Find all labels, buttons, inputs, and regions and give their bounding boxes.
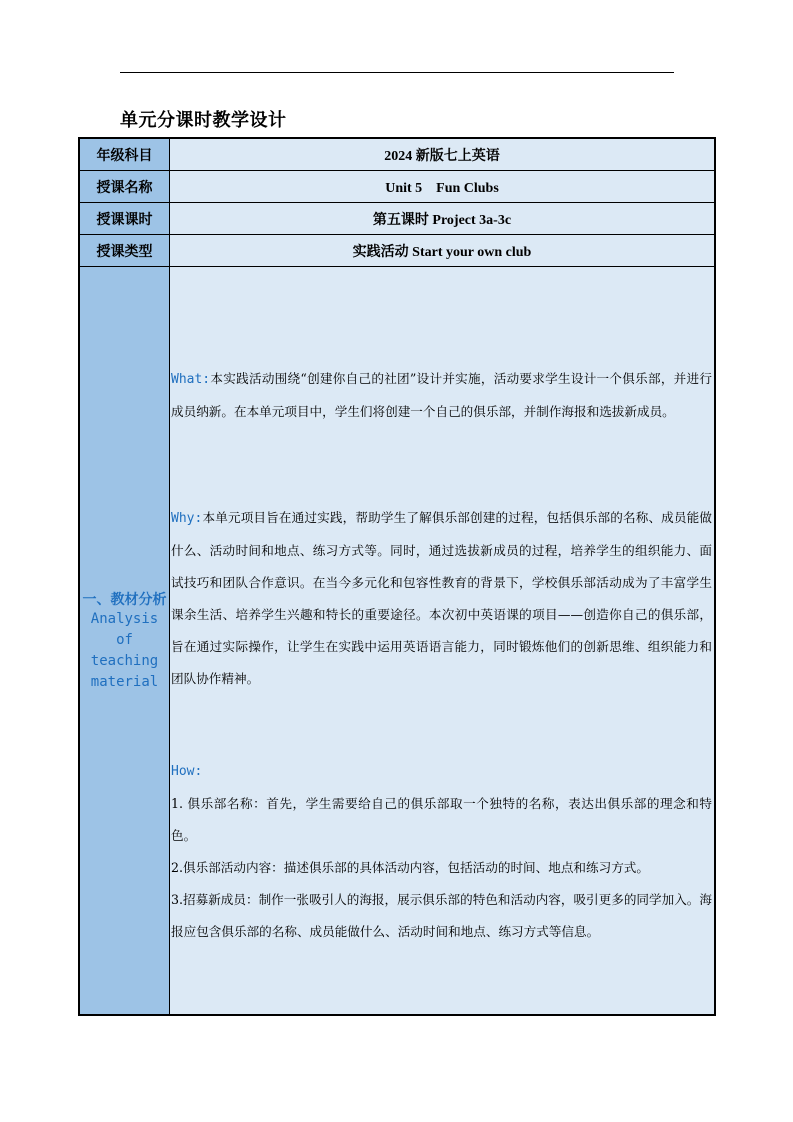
table-row [79, 235, 715, 267]
why-text: 本单元项目旨在通过实践，帮助学生了解俱乐部创建的过程，包括俱乐部的名称、成员能做什么、活动时间和地点、练习方式等。同时，通过选拔新成员的过程，培养学生的组织能力、面试技巧和团队合作意识。在当今多元化和包容性教育的背景下，学校俱乐部活动成为了丰富学生课余生活、培养学生兴趣和特长的重要途径。本次初中英语课的项目——创造你自己的俱乐部，旨在通过实际操作，让学生在实践中运用英语语言能力，同时锻炼他们的创新思维、组织能力和团队协作精神。 [171, 510, 712, 686]
row-value-lesson-type: 实践活动 Start your own club [170, 235, 716, 267]
how-item: 2.俱乐部活动内容：描述俱乐部的具体活动内容，包括活动的时间、地点和练习方式。 [171, 860, 649, 875]
how-item: 1. 俱乐部名称：首先，学生需要给自己的俱乐部取一个独特的名称，表达出俱乐部的理念和特色。 [171, 796, 712, 843]
section-label-cn: 一、教材分析 [82, 591, 167, 608]
section-label-en-3: material [90, 673, 159, 690]
header-rule [120, 72, 674, 73]
what-paragraph [171, 363, 712, 428]
how-item: 3.招募新成员：制作一张吸引人的海报，展示俱乐部的特色和活动内容，吸引更多的同学加入。海报应包含俱乐部的名称、成员能做什么、活动时间和地点、练习方式等信息。 [171, 892, 712, 939]
section-label-en-2: teaching [90, 652, 159, 669]
table-row [79, 203, 715, 235]
row-label-lesson-type: 授课类型 [79, 235, 170, 267]
page-title: 单元分课时教学设计 [120, 110, 287, 131]
row-label-grade-subject: 年级科目 [79, 138, 170, 171]
how-heading [171, 755, 712, 788]
section-label-en-1: Analysis of [90, 610, 159, 648]
row-label-lesson-period: 授课课时 [79, 203, 170, 235]
row-value-grade-subject: 2024 新版七上英语 [170, 138, 716, 171]
what-text: 本实践活动围绕“创建你自己的社团”设计并实施，活动要求学生设计一个俱乐部，并进行成员纳新。在本单元项目中，学生们将创建一个自己的俱乐部，并制作海报和选拔新成员。 [171, 371, 712, 419]
what-keyword: What: [171, 372, 211, 387]
row-value-lesson-period: 第五课时 Project 3a-3c [170, 203, 716, 235]
table-row [79, 267, 715, 1016]
how-keyword: How: [171, 764, 203, 779]
why-paragraph [171, 502, 712, 695]
why-keyword: Why: [171, 511, 203, 526]
row-value-lesson-name: Unit 5 Fun Clubs [170, 171, 716, 203]
row-label-lesson-name: 授课名称 [79, 171, 170, 203]
lesson-design-table [78, 137, 716, 1016]
section-content [170, 267, 716, 1016]
section-label [79, 267, 170, 1016]
table-row [79, 138, 715, 171]
table-row [79, 171, 715, 203]
